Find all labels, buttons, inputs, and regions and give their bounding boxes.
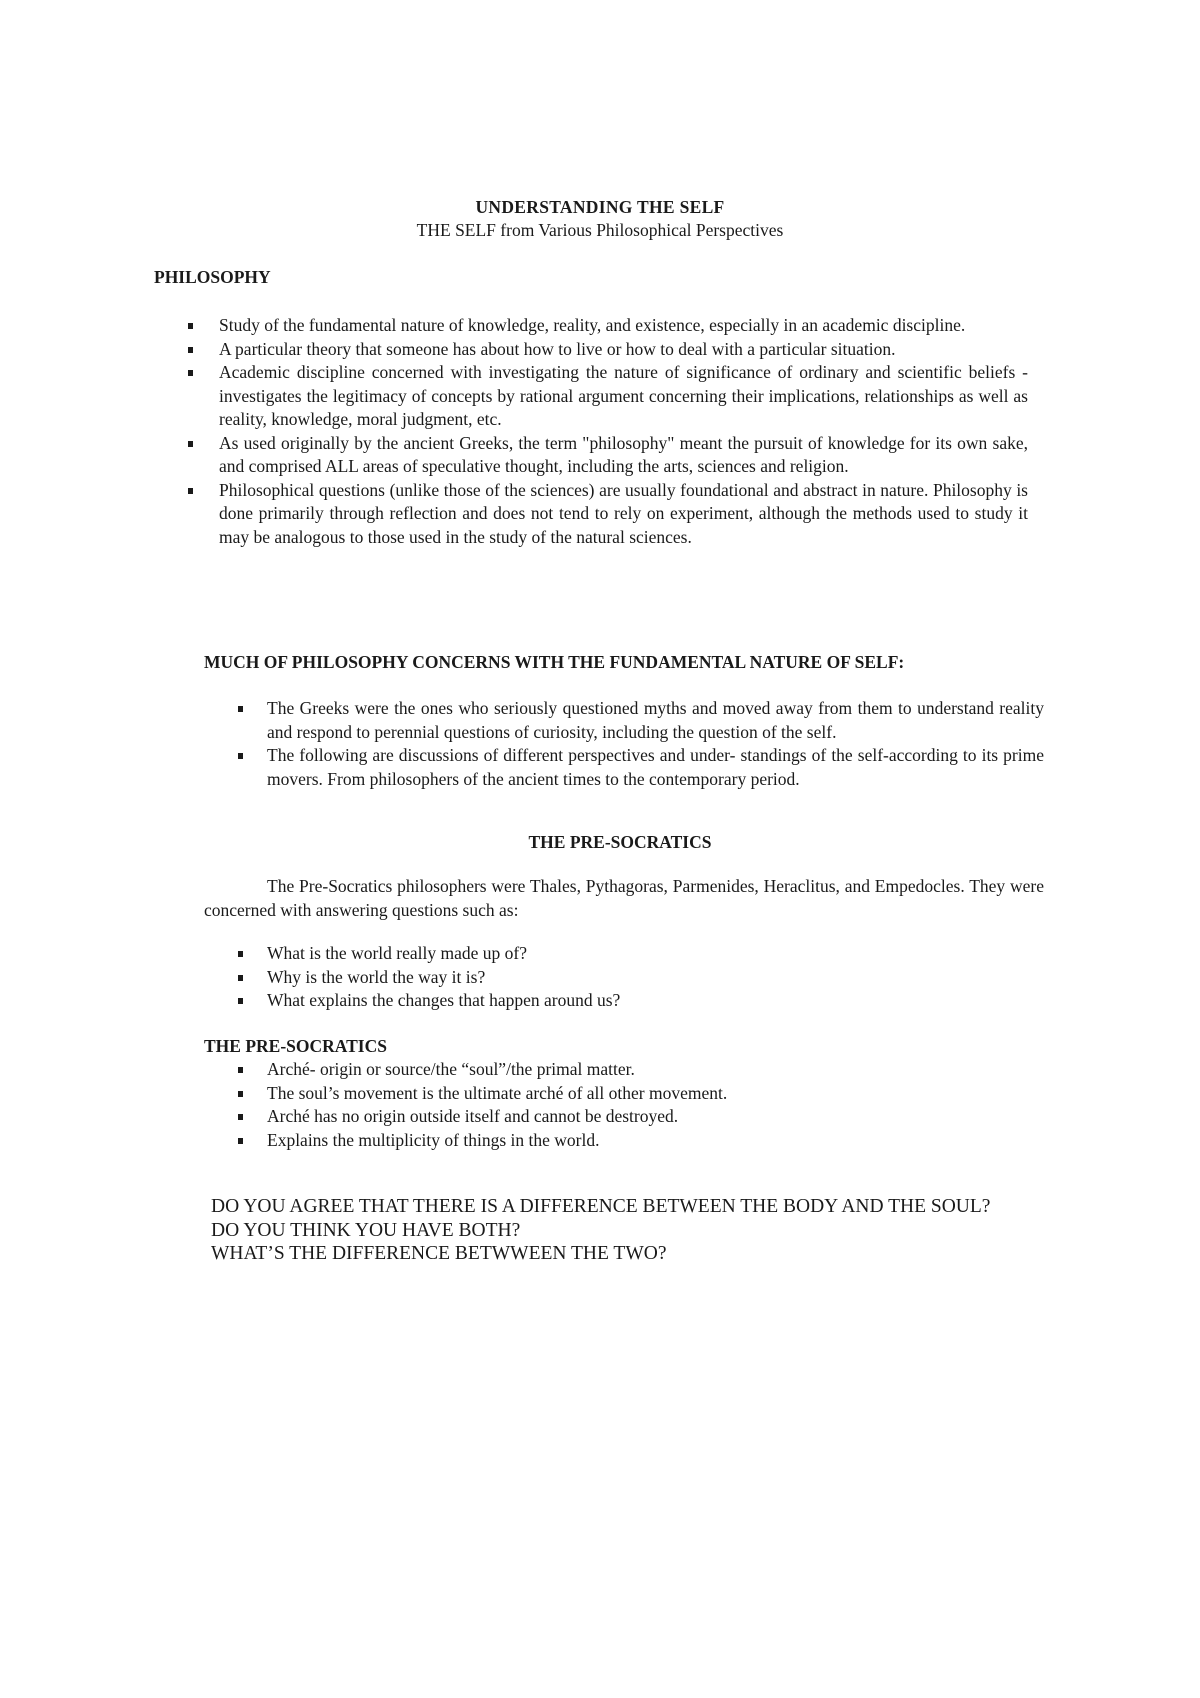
square-bullet-icon [238, 975, 243, 981]
list-item: Why is the world the way it is? [267, 966, 1044, 990]
document-subtitle: THE SELF from Various Philosophical Perspectives [416, 220, 784, 240]
list-item: Arché has no origin outside itself and cannot be destroyed. [267, 1105, 1044, 1129]
presocratics-paragraph: The Pre-Socratics philosophers were Thales, Pythagoras, Parmenides, Heraclitus, and Empedocles. They were concerned with answering questions such as: [204, 876, 1044, 920]
arche-section-heading: THE PRE-SOCRATICS [204, 1036, 387, 1056]
square-bullet-icon [238, 753, 243, 759]
title-block [0, 196, 1200, 242]
list-item: What is the world really made up of? [267, 942, 1044, 966]
square-bullet-icon [188, 441, 193, 447]
self-section-heading: MUCH OF PHILOSOPHY CONCERNS WITH THE FUNDAMENTAL NATURE OF SELF: [204, 652, 905, 672]
square-bullet-icon [238, 951, 243, 957]
list-item: Academic discipline concerned with investigating the nature of significance of ordinary and scientific beliefs - investigates the legitimacy of concepts by rational argument concerning their implications, relationships as well as reality, knowledge, moral judgment, etc. [219, 361, 1028, 432]
list-item: The Greeks were the ones who seriously questioned myths and moved away from them to understand reality and respond to perennial questions of curiosity, including the question of the self. [267, 697, 1044, 744]
presocratics-heading: THE PRE-SOCRATICS [528, 832, 712, 852]
list-item: Study of the fundamental nature of knowledge, reality, and existence, especially in an academic discipline. [219, 314, 1028, 338]
square-bullet-icon [238, 998, 243, 1004]
philosophy-bullet-list [219, 314, 1028, 549]
list-item: Arché- origin or source/the “soul”/the primal matter. [267, 1058, 1044, 1082]
closing-question: WHAT’S THE DIFFERENCE BETWWEEN THE TWO? [211, 1243, 667, 1264]
self-section-bullet-list [267, 697, 1044, 791]
list-item: The following are discussions of different perspectives and under- standings of the self-according to its prime movers. From philosophers of the ancient times to the contemporary period. [267, 744, 1044, 791]
list-item: A particular theory that someone has about how to live or how to deal with a particular situation. [219, 338, 1028, 362]
list-item: As used originally by the ancient Greeks, the term "philosophy" meant the pursuit of knowledge for its own sake, and comprised ALL areas of speculative thought, including the arts, sciences and religion. [219, 432, 1028, 479]
closing-question: DO YOU THINK YOU HAVE BOTH? [211, 1219, 521, 1241]
list-item: The soul’s movement is the ultimate arché of all other movement. [267, 1082, 1044, 1106]
closing-questions [211, 1195, 990, 1266]
list-item: Explains the multiplicity of things in the world. [267, 1129, 1044, 1153]
square-bullet-icon [238, 1138, 243, 1144]
square-bullet-icon [238, 1114, 243, 1120]
square-bullet-icon [238, 706, 243, 712]
list-item: Philosophical questions (unlike those of the sciences) are usually foundational and abstract in nature. Philosophy is done primarily through reflection and does not tend to rely on experiment, although the methods used to study it may be analogous to those used in the study of the natural sciences. [219, 479, 1028, 550]
square-bullet-icon [238, 1067, 243, 1073]
square-bullet-icon [188, 488, 193, 494]
square-bullet-icon [238, 1091, 243, 1097]
philosophy-heading: PHILOSOPHY [154, 267, 271, 287]
arche-bullet-list [267, 1058, 1044, 1152]
list-item: What explains the changes that happen around us? [267, 989, 1044, 1013]
closing-question: DO YOU AGREE THAT THERE IS A DIFFERENCE BETWEEN THE BODY AND THE SOUL? [211, 1196, 991, 1217]
square-bullet-icon [188, 370, 193, 376]
square-bullet-icon [188, 347, 193, 353]
document-title: UNDERSTANDING THE SELF [475, 197, 725, 217]
square-bullet-icon [188, 323, 193, 329]
presocratics-question-list [267, 942, 1044, 1013]
